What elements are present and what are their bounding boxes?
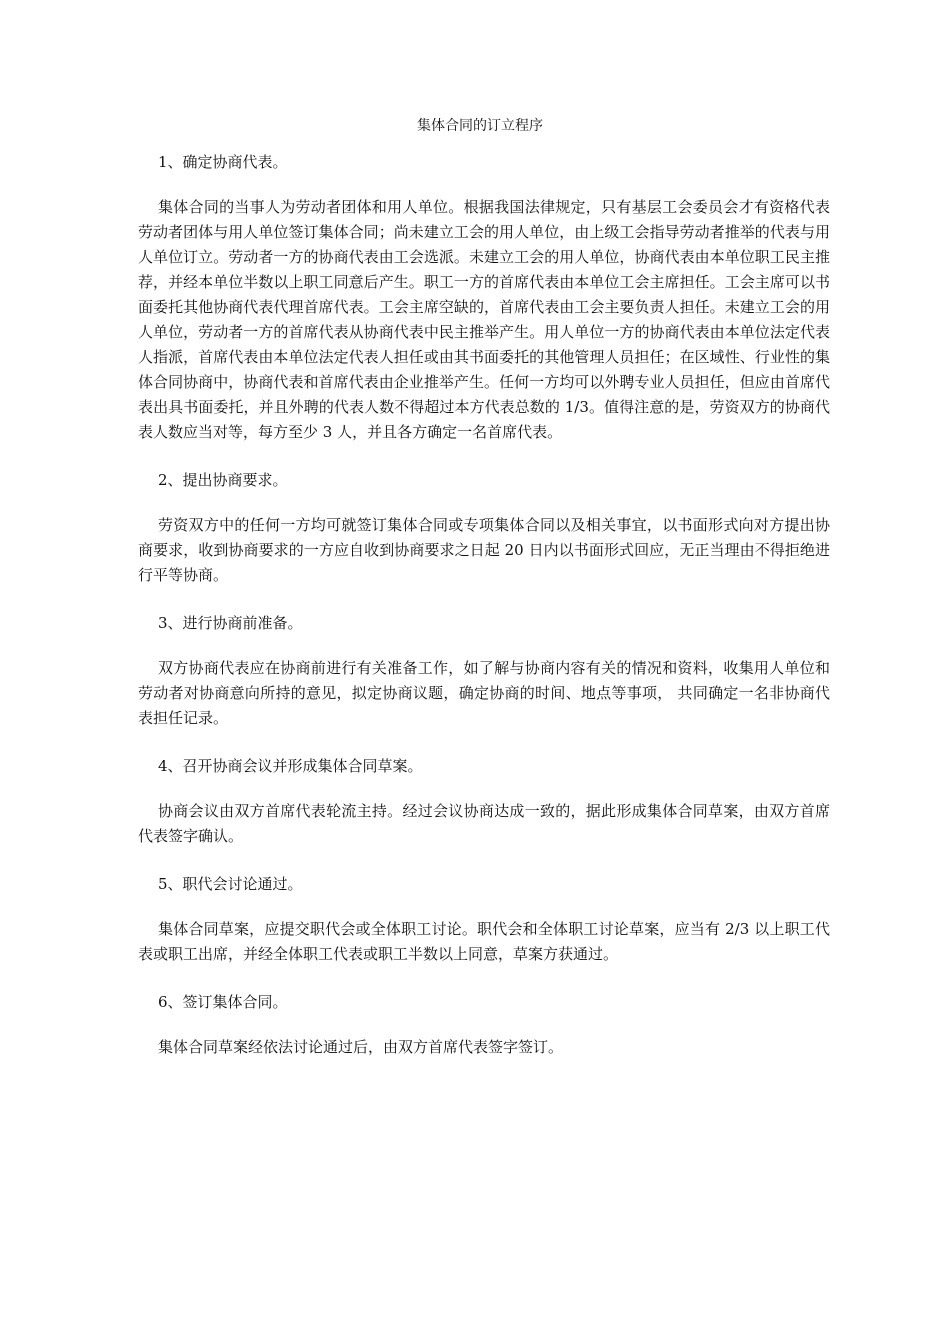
section-heading-5: 5、职代会讨论通过。: [158, 875, 303, 893]
section-paragraph-1: 集体合同的当事人为劳动者团体和用人单位。根据我国法律规定，只有基层工会委员会才有资格代表劳动者团体与用人单位签订集体合同；尚未建立工会的用人单位，由上级工会指导劳动者推举的代表与用人单位订立。劳动者一方的协商代表由工会选派。未建立工会的用人单位，协商代表由本单位职工民主推荐，并经本单位半数以上职工同意后产生。职工一方的首席代表由本单位工会主席担任。工会主席可以书面委托其他协商代表代理首席代表。工会主席空缺的，首席代表由工会主要负责人担任。未建立工会的用人单位，劳动者一方的首席代表从协商代表中民主推举产生。用人单位一方的协商代表由本单位法定代表人指派，首席代表由本单位法定代表人担任或由其书面委托的其他管理人员担任；在区域性、行业性的集体合同协商中，协商代表和首席代表由企业推举产生。任何一方均可以外聘专业人员担任，但应由首席代表出具书面委托，并且外聘的代表人数不得超过本方代表总数的 1/3。值得注意的是，劳资双方的协商代表人数应当对等，每方至少 3 人，并且各方确定一名首席代表。: [138, 198, 830, 441]
section-heading-2: 2、提出协商要求。: [158, 471, 288, 489]
section-heading-6: 6、签订集体合同。: [158, 993, 288, 1011]
section-heading-1: 1、确定协商代表。: [158, 153, 288, 171]
document-body: [138, 150, 830, 1060]
section-paragraph-6: 集体合同草案经依法讨论通过后，由双方首席代表签字签订。: [158, 1038, 564, 1056]
section-heading-3: 3、进行协商前准备。: [158, 614, 303, 632]
section-paragraph-3: 双方协商代表应在协商前进行有关准备工作，如了解与协商内容有关的情况和资料，收集用人单位和劳动者对协商意向所持的意见，拟定协商议题，确定协商的时间、地点等事项， 共同确定一名非协商代表担任记录。: [138, 659, 830, 727]
section-paragraph-4: 协商会议由双方首席代表轮流主持。经过会议协商达成一致的，据此形成集体合同草案，由双方首席代表签字确认。: [138, 802, 830, 845]
section-paragraph-2: 劳资双方中的任何一方均可就签订集体合同或专项集体合同以及相关事宜，以书面形式向对方提出协商要求，收到协商要求的一方应自收到协商要求之日起 20 日内以书面形式回应，无正当理由不得拒绝进行平等协商。: [138, 516, 830, 584]
section-paragraph-5: 集体合同草案，应提交职代会或全体职工讨论。职代会和全体职工讨论草案，应当有 2/3 以上职工代表或职工出席，并经全体职工代表或职工半数以上同意，草案方获通过。: [138, 920, 830, 963]
section-heading-4: 4、召开协商会议并形成集体合同草案。: [158, 757, 423, 775]
document-title: 集体合同的订立程序: [417, 118, 543, 134]
